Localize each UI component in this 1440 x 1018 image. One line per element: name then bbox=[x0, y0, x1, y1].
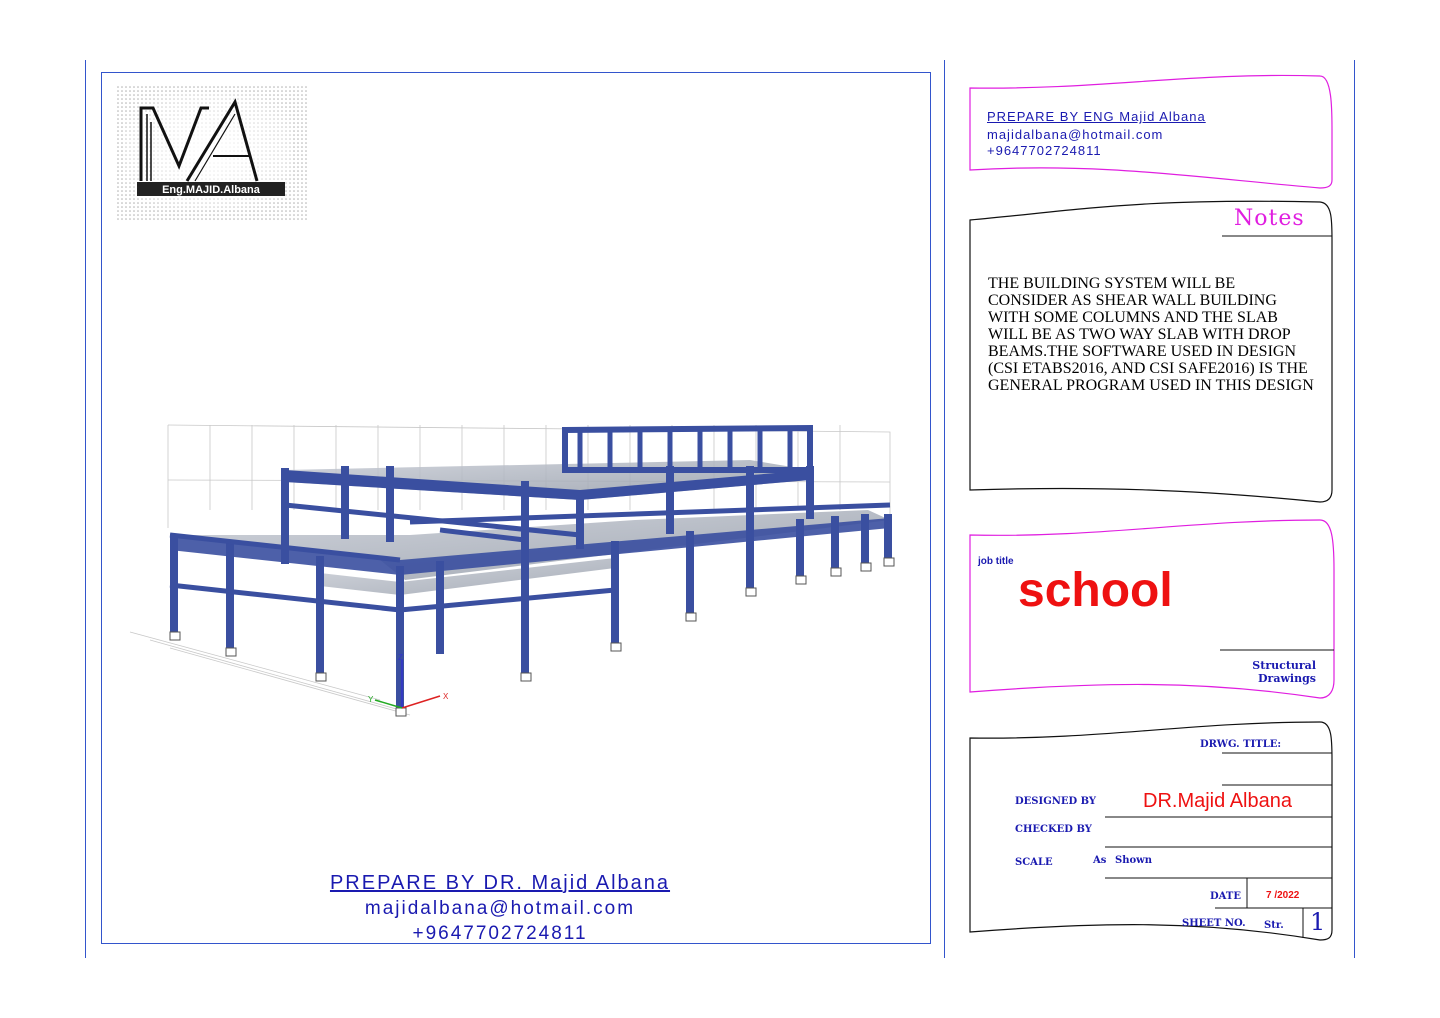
scale-value: Shown bbox=[1115, 855, 1153, 866]
scale-value-prefix: As bbox=[1093, 855, 1107, 866]
title-block-outlines bbox=[960, 70, 1340, 950]
drwg-title-label: DRWG. TITLE: bbox=[1200, 739, 1282, 750]
main-phone: +9647702724811 bbox=[412, 923, 588, 944]
logo bbox=[117, 86, 309, 222]
notes-title: Notes bbox=[1234, 206, 1305, 231]
drawing-type-line1: Structural bbox=[1252, 659, 1316, 672]
drawing-type-line2: Drawings bbox=[1258, 672, 1316, 685]
drawing-type bbox=[1216, 659, 1316, 685]
divider-line bbox=[944, 60, 945, 958]
axis-z-label: Z bbox=[398, 653, 403, 662]
axes-triad bbox=[368, 653, 449, 708]
designed-by-label: DESIGNED BY bbox=[1015, 796, 1097, 807]
sheet-number: 1 bbox=[1310, 908, 1326, 936]
job-title-value: school bbox=[1018, 564, 1173, 617]
job-title-label: job title bbox=[978, 556, 1014, 567]
checked-by-label: CHECKED BY bbox=[1015, 824, 1092, 835]
main-email: majidalbana@hotmail.com bbox=[364, 898, 636, 919]
date-label: DATE bbox=[1210, 891, 1241, 902]
header-email: majidalbana@hotmail.com bbox=[987, 127, 1164, 142]
notes-body: THE BUILDING SYSTEM WILL BE CONSIDER AS SHEAR WALL BUILDING WITH SOME COLUMNS AND THE SLAB WILL BE AS TWO WAY SLAB WITH DROP BEAMS.THE SOFTWARE USED IN DESIGN (CSI ETABS2016, AND CSI SAFE2016) IS THE GENERAL PROGRAM USED IN THIS DESIGN bbox=[988, 275, 1314, 394]
logo-caption: Eng.MAJID.Albana bbox=[162, 184, 260, 196]
right-border-line bbox=[1354, 60, 1355, 958]
scale-label: SCALE bbox=[1015, 857, 1053, 868]
structural-3d-model bbox=[110, 410, 910, 750]
date-value: 7 /2022 bbox=[1266, 890, 1300, 901]
axis-x-label: X bbox=[443, 692, 449, 701]
designed-by-value: DR.Majid Albana bbox=[1143, 790, 1292, 812]
sheet-no-label: SHEET NO. bbox=[1182, 918, 1246, 929]
left-border-line bbox=[85, 60, 86, 958]
sheet-prefix: Str. bbox=[1264, 920, 1284, 931]
header-prepared-by: PREPARE BY ENG Majid Albana bbox=[987, 109, 1206, 124]
axis-y-label: Y bbox=[368, 695, 374, 704]
main-prepared-by: PREPARE BY DR. Majid Albana bbox=[329, 872, 671, 894]
header-phone: +9647702724811 bbox=[987, 143, 1102, 158]
